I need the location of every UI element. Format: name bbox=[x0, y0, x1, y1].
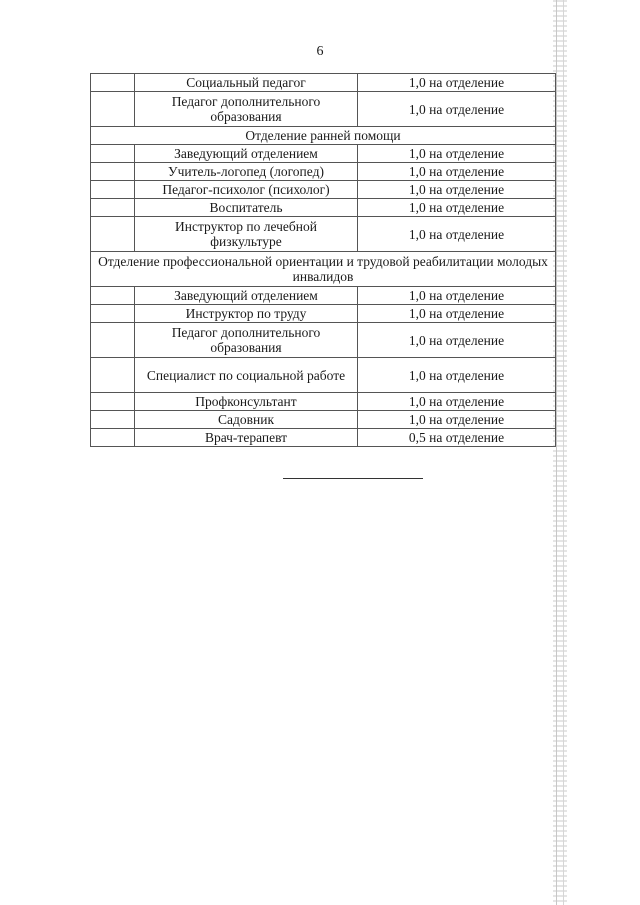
position-cell: Заведующий отделением bbox=[135, 145, 358, 163]
table-row bbox=[91, 74, 556, 92]
rate-cell: 1,0 на отделение bbox=[358, 287, 556, 305]
position-cell: Заведующий отделением bbox=[135, 287, 358, 305]
section-title: Отделение ранней помощи bbox=[91, 127, 556, 145]
row-number-cell bbox=[91, 145, 135, 163]
row-number-cell bbox=[91, 181, 135, 199]
rate-cell: 1,0 на отделение bbox=[358, 393, 556, 411]
table-row bbox=[91, 429, 556, 447]
position-cell: Педагог дополнительного образования bbox=[135, 92, 358, 127]
table-row bbox=[91, 163, 556, 181]
table-row bbox=[91, 393, 556, 411]
staffing-table bbox=[90, 73, 556, 447]
rate-cell: 1,0 на отделение bbox=[358, 74, 556, 92]
position-cell: Учитель-логопед (логопед) bbox=[135, 163, 358, 181]
table-row bbox=[91, 181, 556, 199]
position-cell: Профконсультант bbox=[135, 393, 358, 411]
rate-cell: 1,0 на отделение bbox=[358, 145, 556, 163]
row-number-cell bbox=[91, 287, 135, 305]
rate-cell: 1,0 на отделение bbox=[358, 411, 556, 429]
table-row bbox=[91, 92, 556, 127]
row-number-cell bbox=[91, 74, 135, 92]
row-number-cell bbox=[91, 217, 135, 252]
row-number-cell bbox=[91, 393, 135, 411]
row-number-cell bbox=[91, 323, 135, 358]
row-number-cell bbox=[91, 92, 135, 127]
position-cell: Педагог дополнительного образования bbox=[135, 323, 358, 358]
position-cell: Социальный педагог bbox=[135, 74, 358, 92]
section-header-row bbox=[91, 127, 556, 145]
end-of-document-rule bbox=[283, 478, 423, 479]
position-cell: Специалист по социальной работе bbox=[135, 358, 358, 393]
rate-cell: 1,0 на отделение bbox=[358, 323, 556, 358]
position-cell: Инструктор по труду bbox=[135, 305, 358, 323]
row-number-cell bbox=[91, 305, 135, 323]
table-row bbox=[91, 358, 556, 393]
rate-cell: 0,5 на отделение bbox=[358, 429, 556, 447]
section-header-row bbox=[91, 252, 556, 287]
rate-cell: 1,0 на отделение bbox=[358, 358, 556, 393]
position-cell: Инструктор по лечебной физкультуре bbox=[135, 217, 358, 252]
table-row bbox=[91, 287, 556, 305]
position-cell: Педагог-психолог (психолог) bbox=[135, 181, 358, 199]
row-number-cell bbox=[91, 199, 135, 217]
row-number-cell bbox=[91, 163, 135, 181]
scan-artifact-stripe bbox=[553, 0, 567, 905]
rate-cell: 1,0 на отделение bbox=[358, 92, 556, 127]
rate-cell: 1,0 на отделение bbox=[358, 181, 556, 199]
rate-cell: 1,0 на отделение bbox=[358, 305, 556, 323]
page-number: 6 bbox=[316, 44, 324, 59]
position-cell: Садовник bbox=[135, 411, 358, 429]
rate-cell: 1,0 на отделение bbox=[358, 217, 556, 252]
row-number-cell bbox=[91, 429, 135, 447]
rate-cell: 1,0 на отделение bbox=[358, 163, 556, 181]
rate-cell: 1,0 на отделение bbox=[358, 199, 556, 217]
table-row bbox=[91, 217, 556, 252]
row-number-cell bbox=[91, 411, 135, 429]
position-cell: Воспитатель bbox=[135, 199, 358, 217]
position-cell: Врач-терапевт bbox=[135, 429, 358, 447]
section-title: Отделение профессиональной ориентации и трудовой реабилитации молодых инвалидов bbox=[91, 252, 556, 287]
table-row bbox=[91, 323, 556, 358]
table-row bbox=[91, 305, 556, 323]
row-number-cell bbox=[91, 358, 135, 393]
table-row bbox=[91, 199, 556, 217]
table-row bbox=[91, 145, 556, 163]
table-row bbox=[91, 411, 556, 429]
